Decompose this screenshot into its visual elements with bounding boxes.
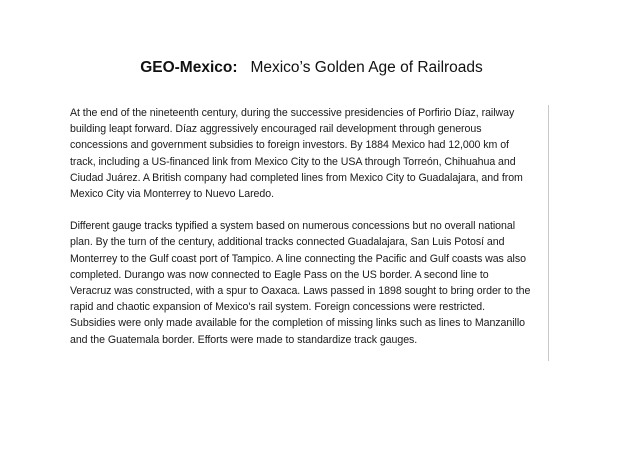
- paragraph-line: Ciudad Juárez. A British company had completed lines from Mexico City to Guadalajara, and from: [70, 171, 523, 184]
- paragraph-2: [70, 218, 540, 348]
- paragraph-line: Different gauge tracks typified a system based on numerous concessions but no overall national: [70, 220, 516, 233]
- paragraph-line: At the end of the nineteenth century, during the successive presidencies of Porfirio Díaz, railway: [70, 107, 515, 119]
- paragraph-line: concessions and government subsidies to foreign investors. By 1884 Mexico had 12,000 km of: [70, 139, 509, 152]
- paragraph-line: rapid and chaotic expansion of Mexico's rail system. Foreign concessions were restricted.: [70, 301, 486, 314]
- site-brand: GEO-Mexico:: [140, 59, 238, 76]
- paragraph-line: completed. Durango was now connected to Eagle Pass on the US border. A second line to: [70, 268, 489, 281]
- paragraph-line: and the Guatemala border. Efforts were made to standardize track gauges.: [70, 333, 418, 346]
- paragraph-1: [70, 105, 540, 202]
- paragraph-line: Mexico City via Monterrey to Nuevo Laredo.: [70, 188, 274, 201]
- article-title: Mexico’s Golden Age of Railroads: [250, 59, 483, 76]
- page-title: [0, 58, 623, 78]
- paragraph-line: Veracruz was constructed, with a spur to Oaxaca. Laws passed in 1898 sought to bring order to the: [70, 285, 531, 298]
- article-excerpt: [70, 105, 549, 361]
- title-spacer: [242, 59, 246, 76]
- paragraph-line: building leapt forward. Díaz aggressively encouraged rail development through generous: [70, 123, 482, 136]
- paragraph-line: Subsidies were only made available for the completion of missing links such as lines to Manzanillo: [70, 317, 525, 330]
- paragraph-line: track, including a US-financed link from Mexico City to the USA through Torreón, Chihuahua and: [70, 155, 516, 168]
- paragraph-line: Monterrey to the Gulf coast port of Tampico. A line connecting the Pacific and Gulf coasts was also: [70, 252, 526, 265]
- paragraph-line: plan. By the turn of the century, additional tracks connected Guadalajara, San Luis Potosí and: [70, 236, 505, 249]
